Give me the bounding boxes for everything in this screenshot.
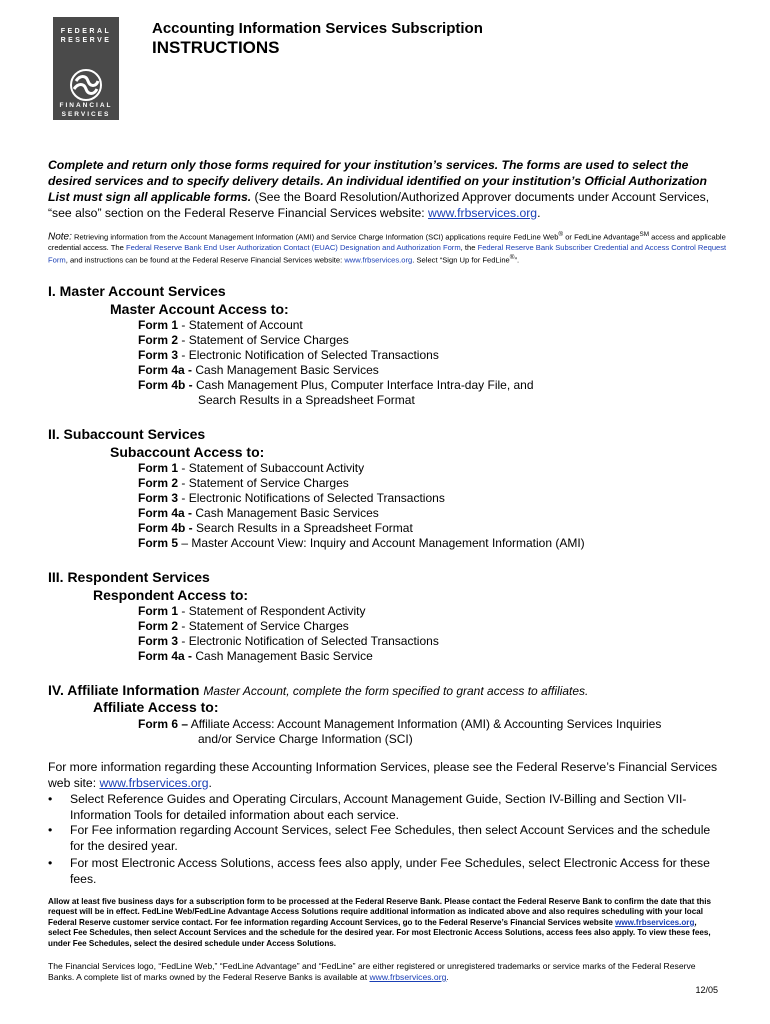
list-item [48, 856, 724, 887]
form-desc: Electronic Notifications of Selected Transactions [188, 490, 445, 505]
list-item [138, 604, 439, 619]
bullet-text: For most Electronic Access Solutions, access fees also apply, under Fee Schedules, select Electronic Access for these fees. [70, 856, 710, 886]
list-item [138, 363, 534, 378]
more-info-link[interactable]: www.frbservices.org [99, 775, 209, 790]
form-label: Form 4a - [138, 505, 193, 520]
list-item [138, 491, 585, 506]
list-item [48, 792, 724, 823]
section-subheading-master: Master Account Access to: [110, 301, 289, 317]
form-desc: Affiliate Access: Account Management Information (AMI) & Accounting Services Inquiries [190, 717, 662, 731]
form-sep: – [178, 535, 192, 550]
form-sep: - [178, 461, 189, 475]
section-heading-subaccount: II. Subaccount Services [48, 426, 206, 442]
form-sep: - [178, 633, 189, 648]
processing-notice [48, 897, 720, 949]
document-title: Accounting Information Services Subscription [152, 20, 483, 37]
form-desc: Statement of Service Charges [188, 332, 349, 347]
frbservices-link[interactable]: www.frbservices.org [428, 206, 538, 220]
form-list-master [138, 318, 534, 407]
trademark-end: . [446, 972, 449, 982]
bullet-text: For Fee information regarding Account Services, select Fee Schedules, then select Account Services and the schedule for the desired year. [70, 823, 711, 853]
trademark-notice [48, 961, 720, 983]
list-item [138, 649, 439, 664]
note-frbservices-link[interactable]: www.frbservices.org [344, 255, 413, 265]
form-label: Form 3 [138, 490, 179, 505]
note-text-5: , and instructions can be found at the Federal Reserve Financial Services website: [65, 255, 345, 265]
list-item [138, 536, 585, 551]
logo-line-1: FEDERAL [60, 28, 112, 35]
euac-form-link[interactable]: Federal Reserve Bank End User Authorization Contact (EUAC) Designation and Authorization Form [125, 242, 461, 252]
list-item [48, 823, 724, 854]
form-desc: Cash Management Basic Services [195, 505, 379, 520]
form-label: Form 4b - [138, 520, 193, 535]
list-item [138, 619, 439, 634]
document-subtitle: INSTRUCTIONS [152, 38, 280, 57]
note-label: Note: [48, 231, 72, 243]
registered-mark-2: ® [509, 253, 515, 261]
form-label: Form 2 [138, 618, 179, 633]
form-desc: Statement of Account [188, 318, 303, 332]
credential-form-link[interactable]: Federal Reserve Bank Subscriber Credential and Access Control Request Form [48, 242, 727, 265]
form-label: Form 3 [138, 347, 179, 362]
form-sep: - [178, 318, 189, 332]
list-item [138, 348, 534, 363]
form-label: Form 1 [138, 318, 179, 332]
logo-line-3: FINANCIAL [59, 102, 113, 109]
note-text-7: ”. [514, 255, 520, 265]
list-item [138, 521, 585, 536]
form-list-affiliate [138, 717, 661, 747]
form-label: Form 4a - [138, 648, 193, 663]
service-mark: SM [639, 231, 650, 238]
form-sep: - [178, 475, 189, 490]
list-item [138, 717, 661, 732]
form-desc: Statement of Service Charges [188, 618, 349, 633]
processing-notice-link[interactable]: www.frbservices.org [615, 917, 695, 927]
form-desc: Search Results in a Spreadsheet Format [196, 520, 413, 535]
more-info-end: . [208, 775, 212, 790]
form-label: Form 2 [138, 475, 179, 490]
intro-paragraph [48, 157, 724, 221]
form-label: Form 4a - [138, 362, 193, 377]
intro-end: . [537, 206, 541, 220]
note-text-6: . Select “Sign Up for FedLine [412, 255, 510, 265]
intro-text: (See the Board Resolution/Authorized Approver documents under Account Services, “see also” section on the Federal Reserve Financial Services website: [48, 190, 710, 220]
form-sep: - [178, 332, 189, 347]
form-sep: - [178, 604, 189, 618]
form-label: Form 6 – [138, 717, 189, 731]
logo-line-4: SERVICES [61, 111, 111, 118]
bullet-icon: • [48, 823, 53, 837]
section-subheading-subaccount: Subaccount Access to: [110, 444, 265, 460]
form-sep: - [178, 347, 189, 362]
logo-line-2: RESERVE [60, 37, 112, 44]
form-desc: Cash Management Basic Service [195, 648, 373, 663]
form-desc: Master Account View: Inquiry and Account Management Information (AMI) [191, 535, 585, 550]
form-desc: Statement of Subaccount Activity [188, 461, 365, 475]
logo-emblem-icon [68, 67, 104, 103]
list-item [138, 461, 585, 476]
form-desc: Electronic Notification of Selected Transactions [188, 347, 439, 362]
logo-top-text [53, 27, 119, 45]
logo-bottom-text [53, 101, 119, 119]
processing-notice-text-2: , select Fee Schedules, then select Account Services and the schedule for the desired year. For most Electronic Access Solutions, access fees also apply. To view these fees, under Fee Schedules, select the desired schedule under Access Solutions. [48, 917, 711, 948]
federal-reserve-logo [53, 17, 119, 120]
form-desc: Electronic Notification of Selected Transactions [188, 633, 439, 648]
revision-date: 12/05 [695, 985, 718, 995]
section-heading-affiliate [48, 682, 588, 698]
form-label: Form 2 [138, 332, 179, 347]
bullet-text: Select Reference Guides and Operating Circulars, Account Management Guide, Section IV-Billing and Section VII-Information Tools for detailed information about each service. [70, 792, 687, 822]
section-heading-master: I. Master Account Services [48, 283, 226, 299]
form-desc: Cash Management Plus, Computer Interface Intra-day File, and [196, 377, 534, 392]
form-sep: - [178, 490, 189, 505]
form-list-subaccount [138, 461, 585, 550]
bullet-icon: • [48, 856, 53, 870]
note-text-3: access and applicable credential access. The [48, 232, 726, 252]
section-subheading-respondent: Respondent Access to: [93, 587, 249, 603]
more-info-paragraph [48, 760, 724, 791]
note-text-4: , the [460, 242, 478, 252]
bullet-icon: • [48, 792, 53, 806]
affiliate-heading-note: Master Account, complete the form specified to grant access to affiliates. [203, 684, 589, 698]
form-label: Form 1 [138, 604, 179, 618]
note-text-1: Retrieving information from the Account Management Information (AMI) and Service Charge Information (SCI) applications require FedLine Web [71, 232, 559, 242]
note-paragraph [48, 230, 728, 265]
trademark-link[interactable]: www.frbservices.org [369, 972, 447, 982]
affiliate-heading-text: IV. Affiliate Information [48, 682, 200, 698]
form-label: Form 5 [138, 535, 179, 550]
form-continuation: and/or Service Charge Information (SCI) [198, 731, 413, 746]
list-item [138, 634, 439, 649]
more-info-text: For more information regarding these Accounting Information Services, please see the Federal Reserve’s Financial Services web site: [48, 760, 718, 790]
form-desc: Statement of Respondent Activity [188, 604, 366, 618]
processing-notice-text-1: Allow at least five business days for a subscription form to be processed at the Federal Reserve Bank. Please contact the Federal Reserve Bank to confirm the date that this request will be in effect. FedLine Web/FedLine Advantage Access Solutions require additional information as indicated above and also requires scheduling with your local Federal Reserve customer service contact. For fee information regarding Account Services, go to the Federal Reserve’s Financial Services website [48, 897, 711, 927]
list-item [138, 318, 534, 333]
form-desc: Statement of Service Charges [188, 475, 349, 490]
form-sep: - [178, 618, 189, 633]
intro-emphasis: Complete and return only those forms required for your institution’s services. The forms are used to select the desired services and to specify delivery details. An individual identified on your institution’s Official Authorization List must sign all applicable forms. [48, 158, 707, 204]
form-label: Form 3 [138, 633, 179, 648]
section-heading-respondent: III. Respondent Services [48, 569, 210, 585]
form-label: Form 4b - [138, 377, 193, 392]
registered-mark: ® [558, 231, 564, 238]
note-text-2: or FedLine Advantage [563, 232, 640, 242]
trademark-text: The Financial Services logo, “FedLine Web,” “FedLine Advantage” and “FedLine” are either registered or unregistered trademarks or service marks of the Federal Reserve Banks. A complete list of marks owned by the Federal Reserve Banks is available at [48, 961, 696, 982]
section-subheading-affiliate: Affiliate Access to: [93, 699, 219, 715]
form-desc: Cash Management Basic Services [195, 362, 379, 377]
list-item [138, 506, 585, 521]
list-item [138, 476, 585, 491]
list-item [138, 333, 534, 348]
form-label: Form 1 [138, 461, 179, 475]
form-continuation: Search Results in a Spreadsheet Format [198, 392, 415, 407]
list-item [138, 378, 534, 393]
form-list-respondent [138, 604, 439, 664]
